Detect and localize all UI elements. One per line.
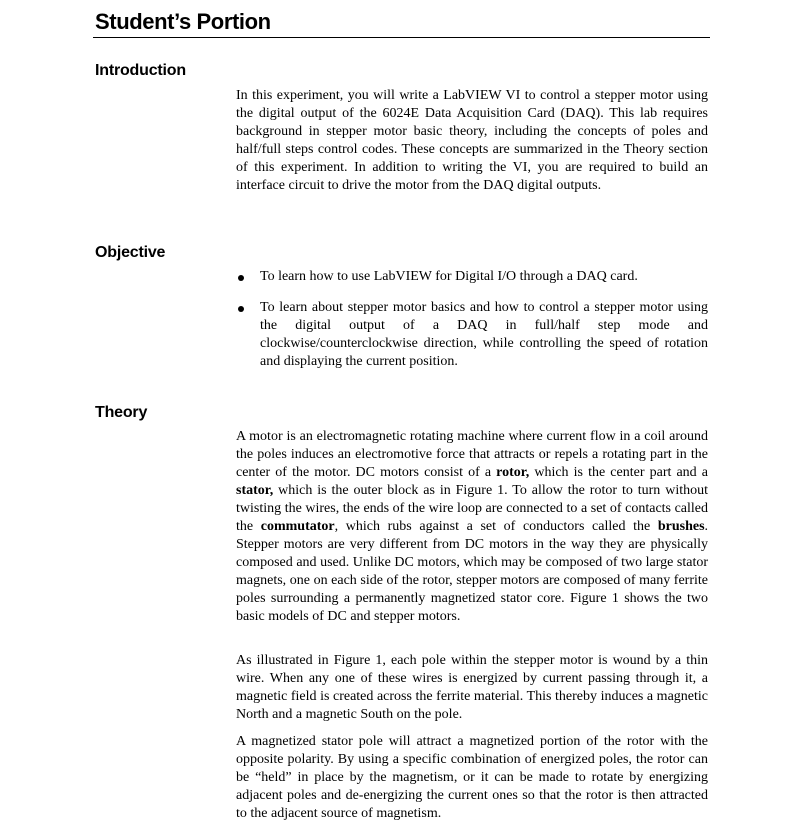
objective-heading: Objective <box>95 244 166 261</box>
bullet-icon <box>238 306 244 312</box>
bullet-icon <box>238 275 244 281</box>
term-commutator: commutator <box>260 519 335 534</box>
page-title: Student’s Portion <box>95 9 271 34</box>
theory-text: which is the outer block as in Figure 1. To allow the rotor to turn without twisting the wires, the ends of the wire loop are connected to a set of contacts called the <box>236 483 708 534</box>
objective-list <box>236 268 708 371</box>
objective-item <box>236 268 708 286</box>
objective-item-text: To learn how to use LabVIEW for Digital I/O through a DAQ card. <box>260 269 638 284</box>
theory-paragraph-1 <box>236 428 708 626</box>
term-stator: stator, <box>236 483 274 498</box>
theory-text: A motor is an electromagnetic rotating machine where current flow in a coil around the poles induces an electromotive force that attracts or repels a rotating part in the center of the motor. DC motors consist of a <box>236 429 708 480</box>
objective-item <box>236 299 708 371</box>
introduction-paragraph: In this experiment, you will write a LabVIEW VI to control a stepper motor using the digital output of the 6024E Data Acquisition Card (DAQ). This lab requires background in stepper motor basic theory, including the concepts of poles and half/full steps control codes. These concepts are summarized in the Theory section of this experiment. In addition to writing the VI, you are required to build an interface circuit to drive the motor from the DAQ digital outputs. <box>236 88 708 193</box>
theory-paragraph-3: A magnetized stator pole will attract a magnetized portion of the rotor with the opposite polarity. By using a specific combination of energized poles, the rotor can be “held” in place by the magnetism, or it can be made to rotate by energizing adjacent poles and de-energizing the current ones so that the rotor is then attracted to the adjacent source of magnetism. <box>236 734 708 821</box>
theory-paragraph-2: As illustrated in Figure 1, each pole within the stepper motor is wound by a thin wire. When any one of these wires is energized by current passing through it, a magnetic field is created across the ferrite material. This thereby induces a magnetic North and a magnetic South on the pole. <box>236 653 708 722</box>
theory-text: which is the center part and a <box>529 465 709 480</box>
theory-heading: Theory <box>95 404 148 421</box>
theory-text: . Stepper motors are very different from DC motors in the way they are physically composed and used. Unlike DC motors, which may be composed of two large stator magnets, one on each side of the rotor, stepper motors are composed of many ferrite poles surrounding a permanently magnetized stator core. Figure 1 shows the two basic models of DC and stepper motors. <box>236 519 709 624</box>
theory-text: , which rubs against a set of conductors called the <box>334 519 658 534</box>
introduction-heading: Introduction <box>95 62 186 79</box>
term-brushes: brushes <box>657 519 705 534</box>
title-rule <box>93 37 710 38</box>
term-rotor: rotor, <box>496 465 530 480</box>
objective-item-text: To learn about stepper motor basics and how to control a stepper motor using the digital output of a DAQ in full/half step mode and clockwise/counterclockwise direction, while controlling the speed of rotation and displaying the current position. <box>260 300 708 369</box>
